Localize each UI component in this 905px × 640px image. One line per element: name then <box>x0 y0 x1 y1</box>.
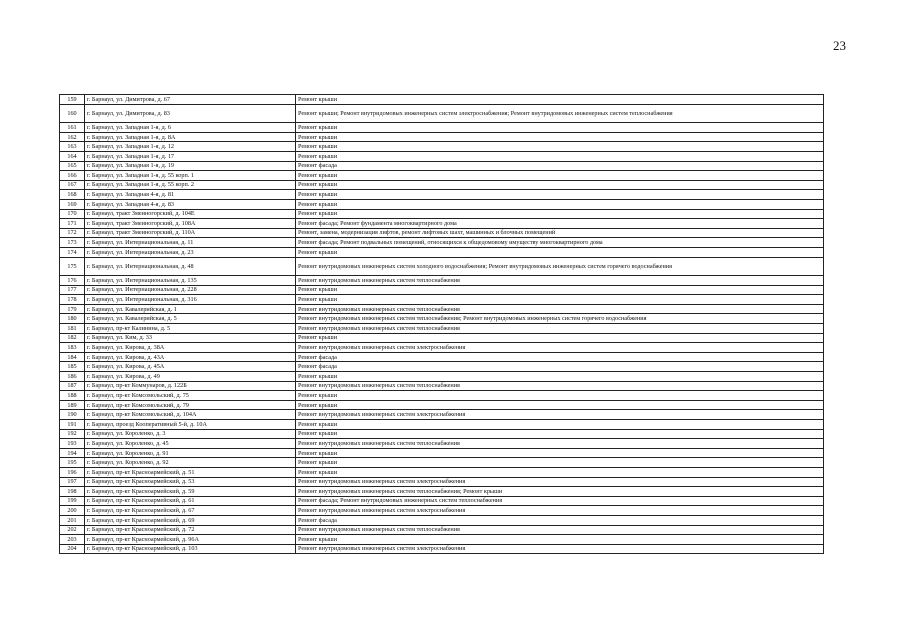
work-type-cell: Ремонт крыши <box>296 95 824 105</box>
row-number: 169 <box>60 199 85 209</box>
address-cell: г. Барнаул, ул. Кавалерийская, д. 1 <box>85 304 296 314</box>
table-row <box>60 104 824 123</box>
table-row <box>60 190 824 200</box>
table-row <box>60 95 824 105</box>
table-row <box>60 496 824 506</box>
work-type-cell: Ремонт внутридомовых инженерных систем электроснабжения <box>296 343 824 353</box>
work-type-cell: Ремонт крыши <box>296 151 824 161</box>
row-number: 199 <box>60 496 85 506</box>
row-number: 178 <box>60 295 85 305</box>
work-type-cell: Ремонт крыши <box>296 247 824 257</box>
work-type-cell: Ремонт фасада; Ремонт подвальных помещений, относящихся к общедомовому имуществу многоквартирного дома <box>296 238 824 248</box>
repair-list-table <box>59 94 824 554</box>
table-row <box>60 209 824 219</box>
row-number: 200 <box>60 506 85 516</box>
row-number: 190 <box>60 410 85 420</box>
work-type-cell: Ремонт фасада <box>296 352 824 362</box>
table-row <box>60 467 824 477</box>
work-type-cell: Ремонт крыши <box>296 467 824 477</box>
address-cell: г. Барнаул, ул. Западная 1-я, д. 17 <box>85 151 296 161</box>
address-cell: г. Барнаул, ул. Короленко, д. 91 <box>85 448 296 458</box>
row-number: 192 <box>60 429 85 439</box>
address-cell: г. Барнаул, ул. Димитрова, д. 67 <box>85 95 296 105</box>
address-cell: г. Барнаул, ул. Короленко, д. 92 <box>85 458 296 468</box>
work-type-cell: Ремонт крыши <box>296 372 824 382</box>
table-row <box>60 276 824 286</box>
row-number: 179 <box>60 304 85 314</box>
table-row <box>60 439 824 449</box>
address-cell: г. Барнаул, ул. Кирова, д. 45А <box>85 362 296 372</box>
address-cell: г. Барнаул, пр-кт Красноармейский, д. 69 <box>85 515 296 525</box>
work-type-cell: Ремонт крыши <box>296 180 824 190</box>
row-number: 203 <box>60 535 85 545</box>
work-type-cell: Ремонт крыши <box>296 142 824 152</box>
work-type-cell: Ремонт фасада <box>296 515 824 525</box>
work-type-cell: Ремонт крыши <box>296 458 824 468</box>
address-cell: г. Барнаул, ул. Короленко, д. 3 <box>85 429 296 439</box>
address-cell: г. Барнаул, тракт Змеиногорский, д. 104Е <box>85 209 296 219</box>
table-row <box>60 544 824 554</box>
address-cell: г. Барнаул, пр-кт Красноармейский, д. 72 <box>85 525 296 535</box>
row-number: 195 <box>60 458 85 468</box>
work-type-cell: Ремонт крыши <box>296 199 824 209</box>
address-cell: г. Барнаул, ул. Кирова, д. 49 <box>85 372 296 382</box>
row-number: 204 <box>60 544 85 554</box>
address-cell: г. Барнаул, пр-кт Красноармейский, д. 61 <box>85 496 296 506</box>
table-row <box>60 257 824 276</box>
table-row <box>60 372 824 382</box>
row-number: 196 <box>60 467 85 477</box>
table-row <box>60 219 824 229</box>
work-type-cell: Ремонт фасада <box>296 362 824 372</box>
row-number: 183 <box>60 343 85 353</box>
work-type-cell: Ремонт крыши <box>296 448 824 458</box>
address-cell: г. Барнаул, ул. Интернациональная, д. 228 <box>85 285 296 295</box>
work-type-cell: Ремонт фасада; Ремонт фундамента многоквартирного дома <box>296 219 824 229</box>
table-row <box>60 410 824 420</box>
address-cell: г. Барнаул, ул. Западная 4-я, д. 83 <box>85 199 296 209</box>
table-row <box>60 458 824 468</box>
address-cell: г. Барнаул, ул. Западная 1-я, д. 12 <box>85 142 296 152</box>
address-cell: г. Барнаул, пр-кт Комсомольский, д. 79 <box>85 400 296 410</box>
work-type-cell: Ремонт крыши <box>296 190 824 200</box>
row-number: 198 <box>60 487 85 497</box>
address-cell: г. Барнаул, ул. Короленко, д. 45 <box>85 439 296 449</box>
work-type-cell: Ремонт крыши <box>296 391 824 401</box>
row-number: 175 <box>60 257 85 276</box>
row-number: 165 <box>60 161 85 171</box>
work-type-cell: Ремонт крыши <box>296 429 824 439</box>
page-number: 23 <box>833 38 846 53</box>
address-cell: г. Барнаул, ул. Западная 1-я, д. 55 корп. 2 <box>85 180 296 190</box>
table-row <box>60 199 824 209</box>
table-row <box>60 333 824 343</box>
table-row <box>60 314 824 324</box>
address-cell: г. Барнаул, пр-кт Калинина, д. 5 <box>85 324 296 334</box>
row-number: 173 <box>60 238 85 248</box>
address-cell: г. Барнаул, ул. Ким, д. 33 <box>85 333 296 343</box>
table-row <box>60 343 824 353</box>
row-number: 191 <box>60 420 85 430</box>
table-row <box>60 123 824 133</box>
table-row <box>60 487 824 497</box>
work-type-cell: Ремонт фасада <box>296 161 824 171</box>
work-type-cell: Ремонт, замена, модернизация лифтов, ремонт лифтовых шахт, машинных и блочных помещений <box>296 228 824 238</box>
row-number: 187 <box>60 381 85 391</box>
work-type-cell: Ремонт внутридомовых инженерных систем теплоснабжения <box>296 525 824 535</box>
row-number: 161 <box>60 123 85 133</box>
work-type-cell: Ремонт внутридомовых инженерных систем теплоснабжения <box>296 381 824 391</box>
table-row <box>60 352 824 362</box>
table-row <box>60 515 824 525</box>
work-type-cell: Ремонт крыши <box>296 400 824 410</box>
work-type-cell: Ремонт крыши <box>296 333 824 343</box>
row-number: 177 <box>60 285 85 295</box>
row-number: 181 <box>60 324 85 334</box>
table-row <box>60 506 824 516</box>
work-type-cell: Ремонт крыши <box>296 209 824 219</box>
row-number: 170 <box>60 209 85 219</box>
row-number: 180 <box>60 314 85 324</box>
address-cell: г. Барнаул, ул. Западная 1-я, д. 6 <box>85 123 296 133</box>
row-number: 193 <box>60 439 85 449</box>
table-row <box>60 238 824 248</box>
address-cell: г. Барнаул, ул. Западная 1-я, д. 19 <box>85 161 296 171</box>
row-number: 167 <box>60 180 85 190</box>
row-number: 202 <box>60 525 85 535</box>
row-number: 194 <box>60 448 85 458</box>
row-number: 160 <box>60 104 85 123</box>
row-number: 168 <box>60 190 85 200</box>
address-cell: г. Барнаул, пр-кт Комсомольский, д. 75 <box>85 391 296 401</box>
work-type-cell: Ремонт внутридомовых инженерных систем электроснабжения <box>296 544 824 554</box>
table-row <box>60 171 824 181</box>
table-row <box>60 420 824 430</box>
work-type-cell: Ремонт крыши <box>296 123 824 133</box>
table-row <box>60 362 824 372</box>
row-number: 188 <box>60 391 85 401</box>
row-number: 197 <box>60 477 85 487</box>
address-cell: г. Барнаул, ул. Интернациональная, д. 135 <box>85 276 296 286</box>
work-type-cell: Ремонт внутридомовых инженерных систем теплоснабжения; Ремонт крыши <box>296 487 824 497</box>
table-body <box>60 95 824 554</box>
address-cell: г. Барнаул, пр-кт Красноармейский, д. 59 <box>85 487 296 497</box>
address-cell: г. Барнаул, ул. Кавалерийская, д. 5 <box>85 314 296 324</box>
address-cell: г. Барнаул, тракт Змеиногорский, д. 108А <box>85 219 296 229</box>
row-number: 189 <box>60 400 85 410</box>
address-cell: г. Барнаул, ул. Кирова, д. 43А <box>85 352 296 362</box>
address-cell: г. Барнаул, пр-кт Красноармейский, д. 53 <box>85 477 296 487</box>
work-type-cell: Ремонт внутридомовых инженерных систем холодного водоснабжения; Ремонт внутридомовых инженерных систем горячего водоснабжения <box>296 257 824 276</box>
row-number: 163 <box>60 142 85 152</box>
table-row <box>60 429 824 439</box>
table-row <box>60 247 824 257</box>
row-number: 174 <box>60 247 85 257</box>
address-cell: г. Барнаул, ул. Интернациональная, д. 11 <box>85 238 296 248</box>
address-cell: г. Барнаул, ул. Интернациональная, д. 23 <box>85 247 296 257</box>
address-cell: г. Барнаул, пр-кт Коммунаров, д. 122Б <box>85 381 296 391</box>
row-number: 176 <box>60 276 85 286</box>
row-number: 171 <box>60 219 85 229</box>
table-row <box>60 525 824 535</box>
row-number: 201 <box>60 515 85 525</box>
work-type-cell: Ремонт внутридомовых инженерных систем теплоснабжения <box>296 324 824 334</box>
work-type-cell: Ремонт крыши <box>296 535 824 545</box>
work-type-cell: Ремонт крыши <box>296 171 824 181</box>
row-number: 184 <box>60 352 85 362</box>
address-cell: г. Барнаул, ул. Западная 1-я, д. 55 корп. 1 <box>85 171 296 181</box>
address-cell: г. Барнаул, пр-кт Комсомольский, д. 104А <box>85 410 296 420</box>
address-cell: г. Барнаул, ул. Кирова, д. 38А <box>85 343 296 353</box>
table-row <box>60 304 824 314</box>
row-number: 164 <box>60 151 85 161</box>
address-cell: г. Барнаул, ул. Интернациональная, д. 48 <box>85 257 296 276</box>
row-number: 182 <box>60 333 85 343</box>
work-type-cell: Ремонт крыши <box>296 420 824 430</box>
row-number: 186 <box>60 372 85 382</box>
row-number: 166 <box>60 171 85 181</box>
work-type-cell: Ремонт внутридомовых инженерных систем электроснабжения <box>296 477 824 487</box>
table-row <box>60 142 824 152</box>
address-cell: г. Барнаул, пр-кт Красноармейский, д. 51 <box>85 467 296 477</box>
work-type-cell: Ремонт крыши <box>296 285 824 295</box>
table-row <box>60 324 824 334</box>
work-type-cell: Ремонт внутридомовых инженерных систем теплоснабжения; Ремонт внутридомовых инженерных систем горячего водоснабжения <box>296 314 824 324</box>
work-type-cell: Ремонт внутридомовых инженерных систем теплоснабжения <box>296 304 824 314</box>
address-cell: г. Барнаул, пр-кт Красноармейский, д. 103 <box>85 544 296 554</box>
table-row <box>60 151 824 161</box>
table-row <box>60 132 824 142</box>
address-cell: г. Барнаул, ул. Интернациональная, д. 316 <box>85 295 296 305</box>
address-cell: г. Барнаул, тракт Змеиногорский, д. 110А <box>85 228 296 238</box>
table-row <box>60 477 824 487</box>
row-number: 185 <box>60 362 85 372</box>
work-type-cell: Ремонт крыши <box>296 132 824 142</box>
table-row <box>60 535 824 545</box>
row-number: 172 <box>60 228 85 238</box>
work-type-cell: Ремонт внутридомовых инженерных систем электроснабжения <box>296 506 824 516</box>
table-row <box>60 161 824 171</box>
table-row <box>60 381 824 391</box>
table-row <box>60 228 824 238</box>
work-type-cell: Ремонт внутридомовых инженерных систем теплоснабжения <box>296 439 824 449</box>
row-number: 159 <box>60 95 85 105</box>
work-type-cell: Ремонт внутридомовых инженерных систем электроснабжения <box>296 410 824 420</box>
work-type-cell: Ремонт крыши; Ремонт внутридомовых инженерных систем электроснабжения; Ремонт внутридомовых инженерных систем теплоснабжения <box>296 104 824 123</box>
address-cell: г. Барнаул, ул. Западная 4-я, д. 81 <box>85 190 296 200</box>
work-type-cell: Ремонт крыши <box>296 295 824 305</box>
table-row <box>60 295 824 305</box>
address-cell: г. Барнаул, пр-кт Красноармейский, д. 96А <box>85 535 296 545</box>
row-number: 162 <box>60 132 85 142</box>
table-row <box>60 448 824 458</box>
table-row <box>60 285 824 295</box>
table-row <box>60 391 824 401</box>
work-type-cell: Ремонт внутридомовых инженерных систем теплоснабжения <box>296 276 824 286</box>
address-cell: г. Барнаул, ул. Димитрова, д. 83 <box>85 104 296 123</box>
address-cell: г. Барнаул, ул. Западная 1-я, д. 8А <box>85 132 296 142</box>
table-row <box>60 180 824 190</box>
table-row <box>60 400 824 410</box>
address-cell: г. Барнаул, проезд Кооперативный 5-й, д. 10А <box>85 420 296 430</box>
address-cell: г. Барнаул, пр-кт Красноармейский, д. 67 <box>85 506 296 516</box>
work-type-cell: Ремонт фасада; Ремонт внутридомовых инженерных систем теплоснабжения <box>296 496 824 506</box>
